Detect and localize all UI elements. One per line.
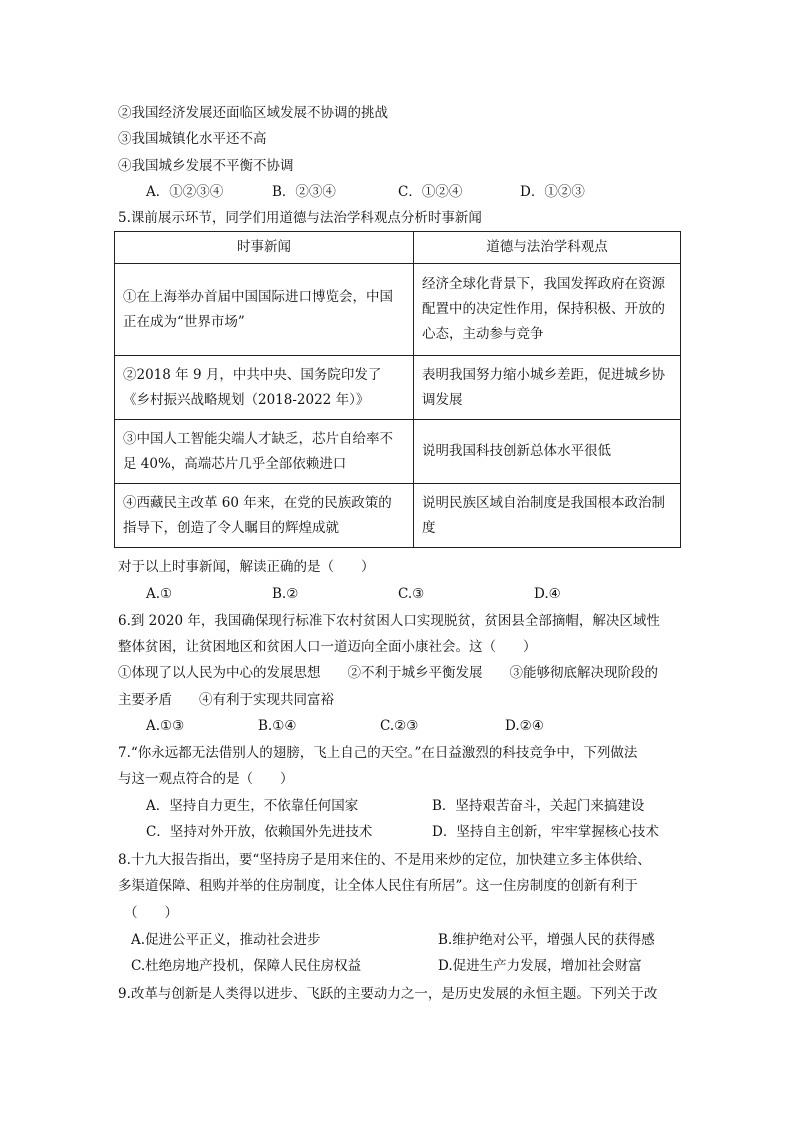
q8-option-b[interactable]: B.维护绝对公平，增强人民的获得感 — [438, 932, 655, 948]
q5-question: 对于以上时事新闻，解读正确的是（ ） — [118, 559, 375, 575]
table-cell-view: 表明我国努力缩小城乡差距，促进城乡协调发展 — [414, 356, 681, 420]
q6-statements-line: 主要矛盾 ④有利于实现共同富裕 — [118, 692, 334, 708]
statement-4: ④我国城乡发展不平衡不协调 — [118, 158, 294, 174]
statement-2: ②我国经济发展还面临区域发展不协调的挑战 — [118, 105, 388, 121]
q7-option-c[interactable]: C．坚持对外开放，依赖国外先进技术 — [146, 824, 373, 840]
statement-3: ③我国城镇化水平还不高 — [118, 131, 267, 147]
table-cell-view: 说明我国科技创新总体水平很低 — [414, 420, 681, 484]
q7-stem-line: 7.“你永远都无法借别人的翅膀，飞上自己的天空。”在日益激烈的科技竞争中，下列做法 — [118, 745, 638, 761]
table-row — [115, 264, 681, 356]
table-cell-news: ①在上海举办首届中国国际进口博览会，中国正在成为“世界市场” — [115, 264, 414, 356]
q9-stem-line: 9.改革与创新是人类得以进步、飞跃的主要动力之一，是历史发展的永恒主题。下列关于改 — [118, 986, 658, 1002]
q7-stem-line: 与这一观点符合的是（ ） — [118, 771, 294, 787]
q8-option-a[interactable]: A.促进公平正义，推动社会进步 — [131, 932, 321, 948]
q6-option-d[interactable]: D.②④ — [505, 718, 544, 734]
q5-option-b[interactable]: B.② — [272, 586, 299, 602]
table-header-view: 道德与法治学科观点 — [414, 232, 681, 264]
q4-option-b[interactable]: B．②③④ — [272, 184, 336, 200]
q5-option-a[interactable]: A.① — [146, 586, 173, 602]
table-cell-news: ③中国人工智能尖端人才缺乏，芯片自给率不足 40%，高端芯片几乎全部依赖进口 — [115, 420, 414, 484]
table-cell-view: 说明民族区域自治制度是我国根本政治制度 — [414, 484, 681, 548]
q6-option-c[interactable]: C.②③ — [380, 718, 419, 734]
table-header-news: 时事新闻 — [115, 232, 414, 264]
q5-stem: 5.课前展示环节，同学们用道德与法治学科观点分析时事新闻 — [118, 210, 482, 226]
table-header-row — [115, 232, 681, 264]
table-cell-view: 经济全球化背景下，我国发挥政府在资源配置中的决定性作用，保持积极、开放的心态，主动参与竞争 — [414, 264, 681, 356]
news-table — [114, 231, 681, 548]
q4-option-d[interactable]: D．①②③ — [520, 184, 585, 200]
q8-stem-line: 8.十九大报告指出，要“坚持房子是用来住的、不是用来炒的定位，加快建立多主体供给、 — [118, 852, 651, 868]
q8-stem-line: （ ） — [124, 905, 178, 921]
q7-option-d[interactable]: D．坚持自主创新，牢牢掌握核心技术 — [432, 824, 659, 840]
q6-statements-line: ①体现了以人民为中心的发展思想 ②不利于城乡平衡发展 ③能够彻底解决现阶段的 — [118, 665, 658, 681]
q8-option-c[interactable]: C.杜绝房地产投机，保障人民住房权益 — [131, 958, 362, 974]
q7-option-b[interactable]: B．坚持艰苦奋斗，关起门来搞建设 — [432, 798, 645, 814]
q4-option-a[interactable]: A．①②③④ — [146, 184, 224, 200]
q8-option-d[interactable]: D.促进生产力发展，增加社会财富 — [438, 958, 642, 974]
table-row — [115, 356, 681, 420]
table-row — [115, 484, 681, 548]
q6-option-b[interactable]: B.①④ — [258, 718, 297, 734]
table-cell-news: ④西藏民主改革 60 年来，在党的民族政策的指导下，创造了令人瞩目的辉煌成就 — [115, 484, 414, 548]
q8-stem-line: 多渠道保障、租购并举的住房制度，让全体人民住有所居”。这一住房制度的创新有利于 — [118, 878, 638, 894]
q6-option-a[interactable]: A.①③ — [146, 718, 185, 734]
q4-option-c[interactable]: C．①②④ — [398, 184, 463, 200]
q6-stem-line: 整体贫困，让贫困地区和贫困人口一道迈向全面小康社会。这（ ） — [118, 639, 537, 655]
q5-option-d[interactable]: D.④ — [534, 586, 561, 602]
q5-option-c[interactable]: C.③ — [398, 586, 425, 602]
table-cell-news: ②2018 年 9 月，中共中央、国务院印发了《乡村振兴战略规划（2018-2022 年）》 — [115, 356, 414, 420]
q6-stem-line: 6.到 2020 年，我国确保现行标准下农村贫困人口实现脱贫，贫困县全部摘帽，解决区域性 — [118, 613, 660, 629]
q7-option-a[interactable]: A．坚持自力更生，不依靠任何国家 — [146, 798, 359, 814]
table-row — [115, 420, 681, 484]
